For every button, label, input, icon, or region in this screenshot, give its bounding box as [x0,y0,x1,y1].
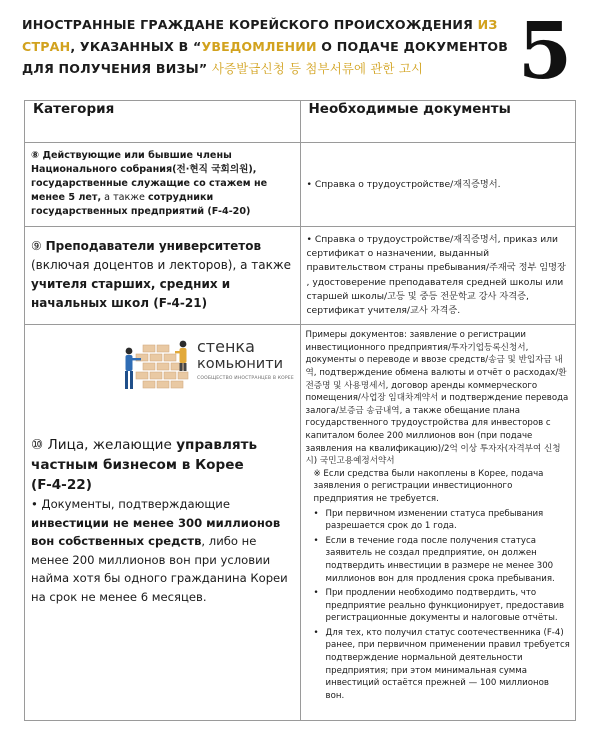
documents-cell: • Справка о трудоустройстве/재직증명서. [300,143,576,227]
title-highlight: УВЕДОМЛЕНИИ [201,39,317,54]
category-description [31,435,293,606]
requirements-table [24,100,576,721]
category-text: управлять частным бизнесом в Корее [31,437,258,474]
category-text: ⑧ Действующие или бывшие члены Национального собрания(전·현직 국회의원), государственные служащие со стажем не менее 5 лет, [31,150,268,203]
list-item: • При первичном изменении статуса пребывания разрешается срок до 1 года. [314,508,571,533]
logo-text: комьюнити [197,356,284,373]
category-cell [25,227,301,325]
category-requirement [31,495,293,606]
logo-text: стенка [197,337,255,357]
category-text: сотрудники государственных предприятий (F-4-20) [31,192,251,217]
community-logo [121,331,301,395]
section-number: 5 [517,6,573,97]
title-text: ИНОСТРАННЫЕ ГРАЖДАНЕ КОРЕЙСКОГО ПРОИСХОЖДЕНИЯ [22,17,478,32]
category-text: учителя старших, средних и начальных школ (F-4-21) [31,277,231,310]
column-header-documents: Необходимые документы [300,101,576,143]
visa-code: (F-4-22) [31,477,92,494]
list-item: • При продлении необходимо подтвердить, что предприятие реально функционирует, предоставив регистрационные документы и налоговые отчёты. [314,587,571,625]
table-row [25,227,576,325]
documents-cell: • Справка о трудоустройстве/재직증명서, приказ или сертификат о назначении, выданный правительством страны пребывания/주재국 정부 임명장 , удостоверение преподавателя средней школы или старшей школы/고등 및 중등 전문학교 강사 자격증, сертификат учителя/교사 자격증. [300,227,576,325]
category-text: а также [101,192,148,203]
category-text: (включая доцентов и лекторов), а также [31,258,292,272]
category-text: Преподаватели университетов [45,239,262,253]
category-number: ⑨ [31,239,46,253]
requirement-text: • Документы, подтверждающие [31,497,230,512]
category-title [31,435,293,495]
category-cell [25,325,301,721]
table-header-row [25,101,576,143]
requirement-text: , либо не менее 200 миллионов вон при условии найма хотя бы одного гражданина Кореи на срок не менее 6 месяцев. [31,534,288,604]
documents-intro: Примеры документов: заявление о регистрации инвестиционного предприятия/투자기업등록신청서, документы о переводе и ввозе средств/송금 및 반입자금 내역, подтверждение обмена валюты и отчёт о расходах/환전증명 및 사용명세서, договор аренды коммерческого помещения/사업장 임대차계약서 и подтверждение перевода залога/보증금 송금내역, а также обещание плана государственного трудоустройства для инвесторов с капиталом более 200 миллионов вон (при подаче заявления на квалификацию)/2억 이상 투자자(자격부여 신청시) 국민고용예정서약서 [305,330,569,467]
documents-bullet-list [314,508,571,703]
requirement-text: инвестиции не менее 300 миллионов вон собственных средств [31,515,281,549]
documents-note: ※ Если средства были накоплены в Корее, подача заявления о регистрации инвестиционного предприятия не требуется. [313,468,544,504]
table-row [25,325,576,721]
logo-tagline: СООБЩЕСТВО ИНОСТРАНЦЕВ В КОРЕЕ [197,376,294,382]
table-row [25,143,576,227]
title-text: , УКАЗАННЫХ В “ [70,39,202,54]
documents-cell [300,325,576,721]
list-item: • Если в течение года после получения статуса заявитель не создал предприятие, он должен подтвердить инвестиции в размере не менее 300 миллионов вон для продления срока пребывания. [314,535,571,585]
column-header-category: Категория [25,101,301,143]
page-title [22,14,522,80]
list-item: • Для тех, кто получил статус соотечественника (F-4) ранее, при первичном применении правил требуется подтверждение нормальной деятельности предприятия; при этом минимальная сумма инвестиций остаётся прежней — 100 миллионов вон. [314,627,571,703]
category-text: ⑩ Лица, желающие [31,437,177,454]
title-highlight: ИЗ СТРАН [22,17,498,54]
page-header [0,0,600,96]
title-text: ” [198,61,212,76]
title-text: О ПОДАЧЕ ДОКУМЕНТОВ ДЛЯ ПОЛУЧЕНИЯ ВИЗЫ [22,39,509,76]
title-korean: 사증발급신청 등 첨부서류에 관한 고시 [211,61,424,76]
category-cell [25,143,301,227]
